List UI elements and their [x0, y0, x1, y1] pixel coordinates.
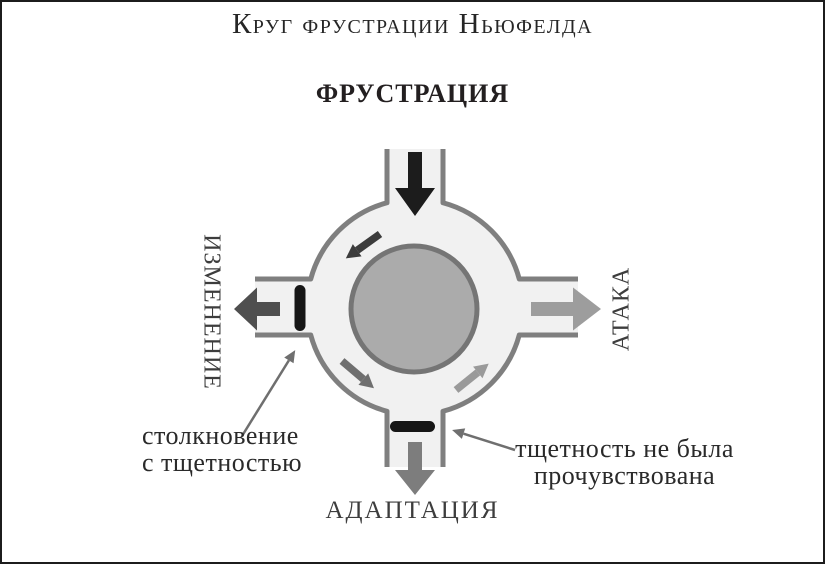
diagram-title: Круг фрустрации Ньюфелда	[231, 8, 594, 40]
futility-block-bar-bottom	[390, 421, 435, 432]
futility-block-bar-left	[295, 285, 306, 331]
label-attack: АТАКА	[608, 266, 635, 352]
label-adaptation: АДАПТАЦИЯ	[325, 497, 500, 524]
center-island	[351, 246, 477, 372]
callout-futility-not-felt: тщетность не была прочувствована	[515, 434, 734, 490]
label-frustration: ФРУСТРАЦИЯ	[315, 79, 510, 108]
callout-futility-collision: столкновение с тщетностью	[142, 421, 303, 477]
label-change: ИЗМЕНЕНИЕ	[198, 234, 225, 390]
